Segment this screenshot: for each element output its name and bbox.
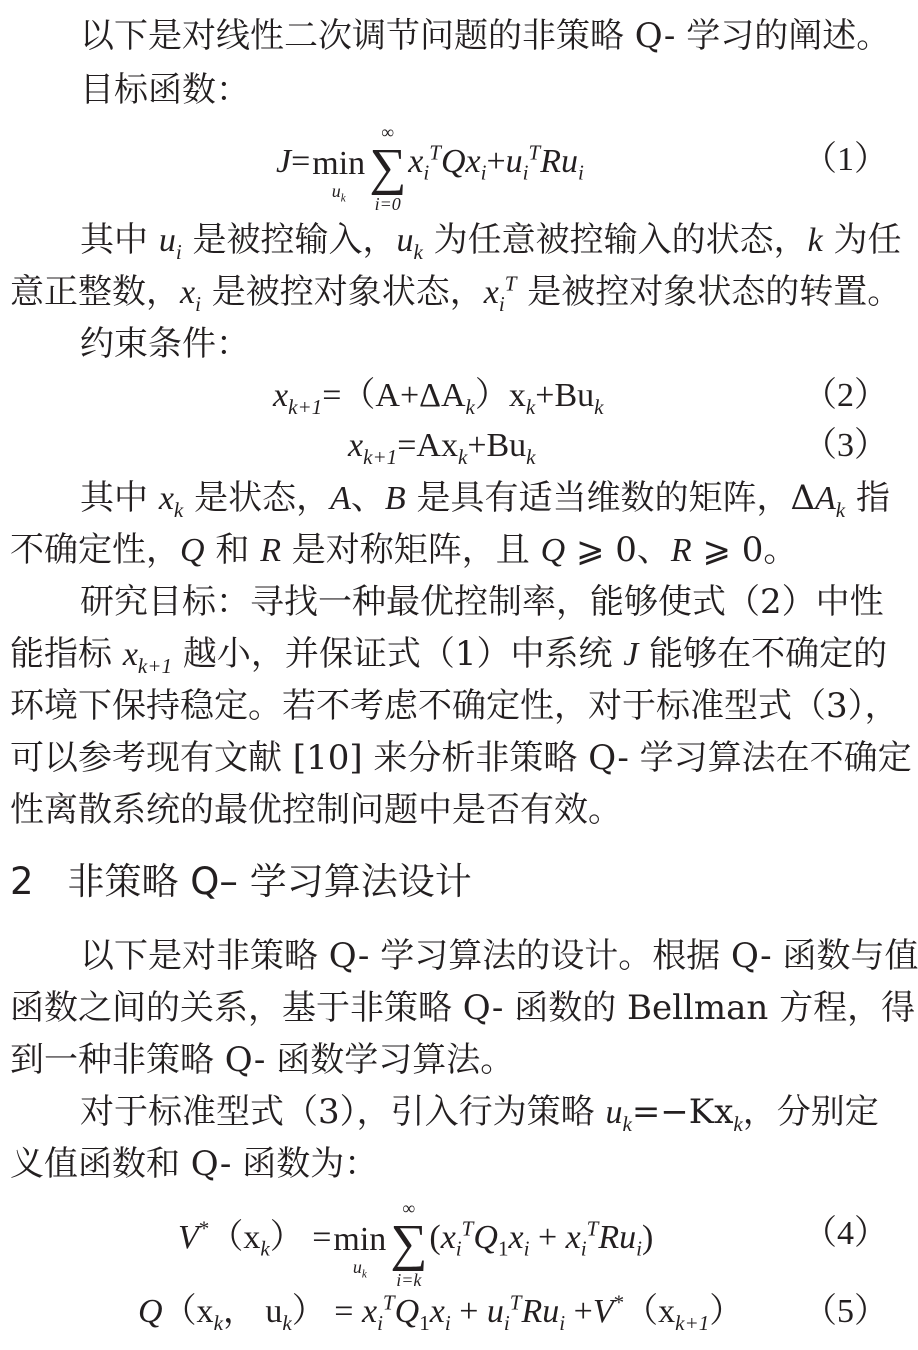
eq3-number: （3）: [803, 427, 888, 464]
var-u: u: [158, 222, 176, 259]
var-A: A: [815, 480, 836, 517]
para4-line5: 性离散系统的最优控制问题中是否有效。: [10, 790, 622, 830]
eq5-u2-sub: i: [559, 1310, 566, 1335]
text: 为任意被控输入的状态，: [422, 220, 808, 260]
text: 是对称矩阵，且: [280, 530, 541, 570]
eq4-min-sub: u: [352, 1257, 362, 1277]
eq4-arg-close: ）: [269, 1218, 304, 1256]
eq5-star: *: [613, 1290, 625, 1315]
eq4-x3-sub: i: [580, 1236, 587, 1261]
eq3-xk-sub: k: [457, 444, 468, 469]
text: 是被控对象状态的转置。: [516, 272, 902, 312]
eq5-V: V: [592, 1293, 614, 1330]
eq2-x-sub: k+1: [288, 394, 323, 419]
eq4-arg: （x: [209, 1218, 261, 1256]
eq5-x-sub: i: [377, 1310, 383, 1335]
para2-line1: [80, 220, 902, 264]
eq1-x-sub: i: [423, 160, 430, 185]
eq4-star: *: [198, 1216, 210, 1241]
para6-line1: [80, 1092, 879, 1136]
var-u-sub: k: [622, 1111, 632, 1136]
eq4-open: (: [429, 1218, 441, 1256]
var-u-sub: i: [175, 239, 182, 264]
eq5-x2-sub: i: [444, 1310, 451, 1335]
eq2-u-sub: k: [594, 394, 604, 419]
eq5-arg-sub2: k: [282, 1310, 292, 1335]
var-x-sub: k: [173, 497, 184, 522]
para4-line2: [10, 634, 888, 678]
eq4-x2: x: [508, 1218, 524, 1256]
section-title: 非策略 Q– 学习算法设计: [67, 860, 472, 903]
eq4-equals: =: [303, 1218, 332, 1256]
equation-2: [273, 376, 604, 419]
eq1-sum-top: ∞: [381, 122, 395, 142]
eq1-equals: =: [291, 142, 311, 180]
objective-label: 目标函数：: [80, 70, 250, 110]
text: 是具有适当维数的矩阵，Δ: [405, 478, 816, 518]
eq5-number: （5）: [803, 1293, 888, 1330]
eq4-min-subsub: k: [361, 1268, 367, 1281]
para4-line3: 环境下保持稳定。若不考虑不确定性，对于标准型式（3），: [10, 686, 899, 726]
eq4-x: x: [440, 1218, 456, 1256]
eq1-x: x: [408, 142, 424, 180]
eq2-mid: =（A+ΔA: [322, 377, 466, 414]
eq4-x3-sup: T: [586, 1216, 599, 1241]
eq4-u: u: [619, 1218, 637, 1256]
para4-line4: 可以参考现有文献 [10] 来分析非策略 Q- 学习算法在不确定: [10, 738, 912, 778]
eq1-sigma: ∑: [369, 139, 407, 196]
var-u: u: [605, 1094, 623, 1131]
para3-line2: [10, 530, 797, 571]
eq2-right: ）x: [474, 377, 526, 414]
eq5-x-sup: T: [382, 1290, 395, 1315]
eq1-J: J: [276, 142, 292, 180]
eq1-x-sup: T: [429, 140, 441, 165]
text: 越小，并保证式（1）中系统: [172, 634, 624, 674]
var-Q: Q: [180, 532, 205, 569]
text: 是被控对象状态，: [200, 272, 484, 312]
eq1-x2-sub: i: [480, 160, 487, 185]
var-x-sub: i: [195, 291, 201, 316]
eq4-close: ): [641, 1218, 654, 1256]
eq1-x2: x: [465, 142, 481, 180]
eq4-Q-sub: 1: [497, 1236, 509, 1261]
var-A: A: [330, 480, 351, 517]
eq3-tail: +Bu: [467, 427, 527, 464]
var-x: x: [122, 636, 138, 673]
intro-line: 以下是对线性二次调节问题的非策略 Q- 学习的阐述。: [80, 16, 891, 56]
text: 指: [845, 478, 890, 518]
para4-line1: 研究目标：寻找一种最优控制率，能够使式（2）中性: [80, 582, 884, 622]
eq5-x: x: [361, 1293, 378, 1330]
var-k: k: [807, 222, 823, 259]
eq4-V: V: [178, 1218, 199, 1256]
constraints-label: 约束条件：: [80, 324, 250, 364]
eq4-x-sup: T: [461, 1216, 474, 1241]
text: ⩾ 0、: [565, 530, 671, 570]
text: 对于标准型式（3），引入行为策略: [80, 1092, 606, 1132]
var-R: R: [260, 532, 281, 569]
eq3-mid: =Ax: [397, 427, 458, 464]
eq2-xk-sub: k: [525, 394, 536, 419]
eq4-min: min: [333, 1221, 387, 1258]
eq5-plus: +: [450, 1293, 487, 1330]
eq1-u2-sub: i: [578, 160, 584, 185]
var-x-sub: i: [498, 291, 505, 316]
eq5-u2: u: [542, 1293, 560, 1330]
eq5-equals: =: [325, 1293, 362, 1330]
eq4-Q: Q: [473, 1218, 498, 1256]
eq5-plus2: +: [565, 1293, 593, 1330]
eq5-Q1: Q: [394, 1293, 420, 1330]
para5-line2: 函数之间的关系，基于非策略 Q- 函数的 Bellman 方程，得: [10, 988, 916, 1028]
eq1-u-sub: i: [522, 160, 529, 185]
eq1-min: min: [312, 145, 366, 182]
var-B: B: [384, 480, 406, 517]
equation-4: [178, 1194, 654, 1290]
eq1-plus: +: [486, 142, 506, 180]
text: 是状态，: [183, 478, 331, 518]
text: 是被控输入，: [181, 220, 397, 260]
text: 能够在不确定的: [638, 634, 888, 674]
section-heading: [10, 862, 472, 902]
eq5-Q1-sub: 1: [419, 1310, 430, 1335]
eq5-u-sub: i: [503, 1310, 510, 1335]
eq4-sum-top: ∞: [402, 1198, 416, 1218]
eq5-u: u: [486, 1293, 504, 1330]
var-x-sub: k+1: [137, 653, 173, 678]
eq1-sum-bottom: i=0: [374, 194, 401, 214]
text: 其中: [80, 220, 159, 260]
eq2-A-sub: k: [465, 394, 475, 419]
text: =−Kx: [631, 1092, 734, 1132]
eq4-u-sub: i: [636, 1236, 642, 1261]
eq4-sigma: ∑: [390, 1215, 428, 1272]
eq1-min-sub: u: [331, 181, 341, 201]
equation-5: [138, 1290, 744, 1335]
eq1-u-sup: T: [528, 140, 541, 165]
eq1-R: R: [540, 142, 562, 180]
eq5-tail-open: （x: [624, 1293, 676, 1330]
text: 为任: [822, 220, 902, 260]
para2-line2: [10, 271, 902, 316]
eq1-min-subsub: k: [340, 192, 346, 205]
eq1-number: （1）: [803, 141, 888, 178]
var-u-sub: k: [413, 239, 423, 264]
eq2-number: （2）: [803, 377, 888, 414]
eq5-arg-sub1: k: [213, 1310, 223, 1335]
text: 其中: [80, 478, 159, 518]
eq5-x2: x: [429, 1293, 445, 1330]
eq5-R: R: [521, 1293, 543, 1330]
eq5-Q: Q: [138, 1293, 163, 1330]
text: 、: [350, 478, 385, 518]
var-A-sub: k: [835, 497, 846, 522]
var-x-sub: k: [733, 1111, 743, 1136]
text: ⩾ 0。: [691, 530, 798, 570]
para5-line1: 以下是对非策略 Q- 学习算法的设计。根据 Q- 函数与值: [80, 936, 918, 976]
eq5-arg-close: ）: [291, 1293, 326, 1330]
para3-line1: [80, 478, 890, 522]
eq4-number: （4）: [803, 1215, 888, 1252]
var-J: J: [623, 636, 639, 673]
eq4-plus: +: [529, 1218, 566, 1256]
text: 意正整数，: [10, 272, 180, 312]
eq5-tail-close: ）: [709, 1293, 744, 1330]
eq1-u: u: [505, 142, 523, 180]
eq4-R: R: [598, 1218, 620, 1256]
var-x: x: [180, 274, 196, 311]
var-R: R: [670, 532, 692, 569]
eq5-arg-comma: ， u: [222, 1293, 283, 1330]
para6-line2: 义值函数和 Q- 函数为：: [10, 1144, 379, 1184]
equation-1: [276, 118, 584, 214]
var-Q: Q: [540, 532, 566, 569]
var-x: x: [483, 274, 499, 311]
eq4-x2-sub: i: [523, 1236, 530, 1261]
eq4-x3: x: [565, 1218, 581, 1256]
text: 不确定性，: [10, 530, 180, 570]
eq4-arg-sub: k: [260, 1236, 270, 1261]
eq3-x: x: [348, 427, 364, 464]
eq1-u2: u: [561, 142, 579, 180]
eq3-u-sub: k: [526, 444, 536, 469]
var-x: x: [158, 480, 174, 517]
eq3-x-sub: k+1: [363, 444, 398, 469]
section-number: 2: [10, 860, 34, 903]
eq2-tail: +Bu: [535, 377, 595, 414]
eq4-x-sub: i: [455, 1236, 462, 1261]
var-u: u: [396, 222, 414, 259]
eq1-Q: Q: [440, 142, 466, 180]
eq2-x: x: [273, 377, 289, 414]
eq5-u-sup: T: [509, 1290, 522, 1315]
para5-line3: 到一种非策略 Q- 函数学习算法。: [10, 1040, 515, 1080]
text: 和: [204, 530, 261, 570]
eq5-tail-sub: k+1: [675, 1310, 710, 1335]
text: ，分别定: [742, 1092, 879, 1132]
text: 能指标: [10, 634, 123, 674]
eq5-arg-open: （x: [162, 1293, 214, 1330]
eq4-sum-bottom: i=k: [396, 1270, 422, 1290]
var-x-sup: T: [504, 271, 517, 296]
equation-3: [348, 426, 536, 469]
